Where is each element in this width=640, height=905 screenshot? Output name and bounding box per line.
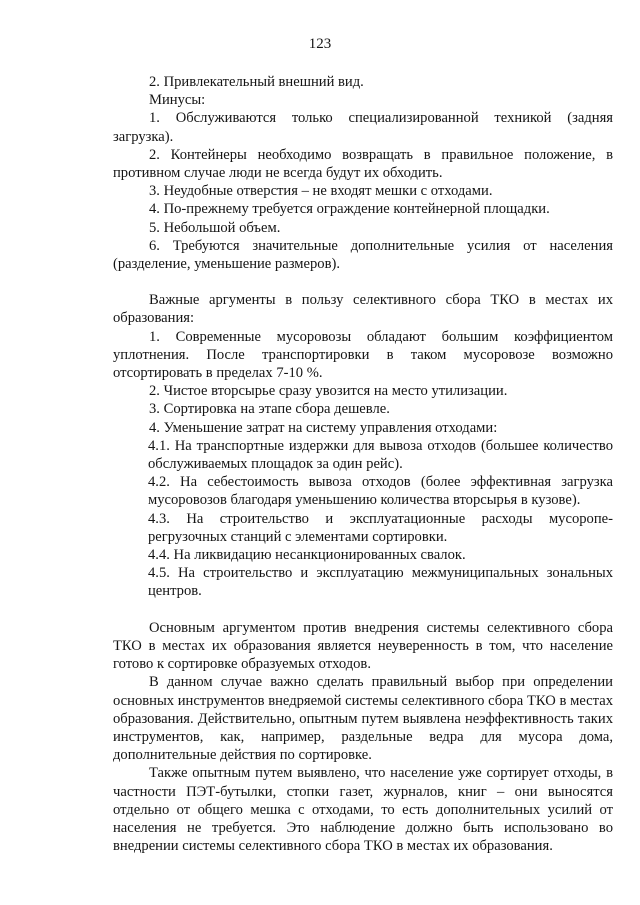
paragraph: Основным аргументом против внедрения системы селективного сбора ТКО в местах их образования является неуверенность в том, что население готово к сортировке образуемых отходов. (113, 619, 613, 673)
sub-list-line: центров. (148, 583, 202, 600)
paragraph: В данном случае важно сделать правильный выбор при определении основных инструментов внедряемой системы селективного сбора ТКО в местах образования. Действительно, опытным путем выявлена неэффективность таких инструментов, как, например, раздельные ведра для мусора дома, дополнительные действия по сортировке. (113, 674, 613, 764)
sub-list-line: 4.2. На себестоимость вывоза отходов (более эффективная загрузка (148, 474, 613, 491)
sub-list-item (113, 510, 613, 546)
list-item: 4. По-прежнему требуется ограждение контейнерной площадки. (149, 201, 550, 218)
sub-list-item (113, 564, 613, 600)
list-item: 5. Небольшой объем. (149, 219, 281, 236)
sub-list-line: регрузочных станций с элементами сортировки. (148, 528, 448, 545)
sub-list-item (113, 473, 613, 509)
list-item: 1. Современные мусоровозы обладают большим коэффициентом уплотнения. После транспортировки в таком мусоровозе возможно отсортировать в пределах 7-10 %. (113, 328, 613, 382)
list-item: 3. Сортировка на этапе сбора дешевле. (149, 401, 390, 418)
sub-list-line: 4.3. На строительство и эксплуатационные расходы мусоропе- (148, 510, 613, 527)
paragraph: 2. Привлекательный внешний вид. (149, 74, 364, 90)
list-item: 6. Требуются значительные дополнительные усилия от населения (разделение, уменьшение размеров). (113, 237, 613, 273)
list-item: 2. Контейнеры необходимо возвращать в правильное положение, в противном случае люди не всегда будут их обходить. (113, 146, 613, 182)
section-heading: Важные аргументы в пользу селективного сбора ТКО в местах их образования: (113, 292, 613, 327)
page-body (113, 73, 613, 855)
minuses-heading: Минусы: (149, 92, 206, 109)
list-item: 2. Чистое вторсырье сразу увозится на место утилизации. (149, 383, 508, 400)
sub-list-line: 4.5. На строительство и эксплуатацию межмуниципальных зональных (148, 565, 613, 582)
list-item: 4. Уменьшение затрат на систему управления отходами: (149, 419, 498, 436)
sub-list-item: 4.1. На транспортные издержки для вывоза отходов (большее количество обслуживаемых площадок за один рейс). (148, 437, 613, 473)
list-item: 3. Неудобные отверстия – не входят мешки с отходами. (149, 183, 493, 200)
sub-list-line: мусоровозов благодаря уменьшению количества вторсырья в кузове). (148, 492, 581, 509)
paragraph: Также опытным путем выявлено, что население уже сортирует отходы, в частности ПЭТ-бутылки, стопки газет, журналов, книг – они выносятся отдельно от общего мешка с отходами, то есть дополнительных усилий от населения не требуется. Это наблюдение должно быть использовано во внедрении системы селективного сбора ТКО в местах их образования. (113, 765, 613, 855)
page-number: 123 (308, 36, 332, 52)
sub-list-item: 4.4. На ликвидацию несанкционированных свалок. (148, 547, 466, 564)
list-item: 1. Обслуживаются только специализированной техникой (задняя загрузка). (113, 110, 613, 145)
